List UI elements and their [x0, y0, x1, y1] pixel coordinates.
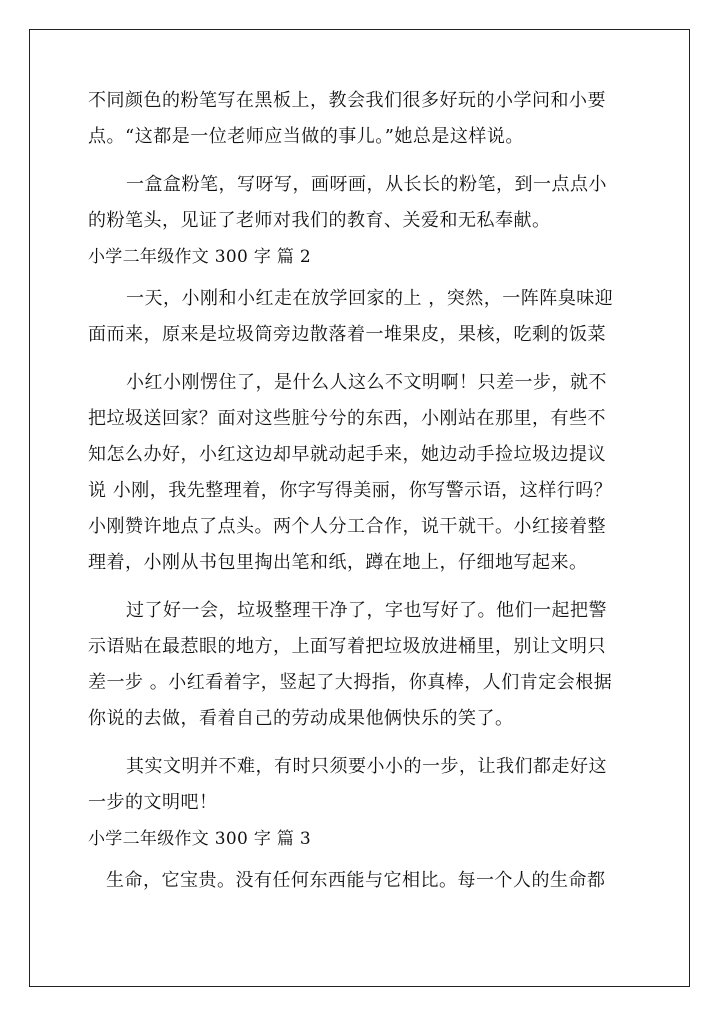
text-line: 示语贴在最惹眼的地方，上面写着把垃圾放进桶里，别让文明只	[88, 636, 606, 657]
paragraph-start: 一天，小刚和小红走在放学回家的上 ，突然，一阵阵臭味迎	[126, 288, 614, 309]
text-line: 面而来，原来是垃圾筒旁边散落着一堆果皮，果核，吃剩的饭菜	[88, 324, 606, 345]
paragraph-start: 生命，它宝贵。没有任何东西能与它相比。每一个人的生命都	[106, 870, 606, 891]
paragraph-start: 一盒盒粉笔，写呀写，画呀画，从长长的粉笔，到一点点小	[126, 174, 607, 195]
text-line: 你说的去做，看着自己的劳动成果他俩快乐的笑了。	[88, 708, 514, 729]
text-line: 点。“这都是一位老师应当做的事儿。”她总是这样说。	[88, 126, 524, 147]
section-heading: 小学二年级作文 300 字 篇 3	[88, 829, 311, 849]
text-line: 差一步 。小红看着字，竖起了大拇指，你真棒，人们肯定会根据	[88, 672, 613, 693]
text-line: 知怎么办好，小红这边却早就动起手来，她边动手捡垃圾边提议	[88, 444, 606, 465]
text-line: 说 小刚，我先整理着，你字写得美丽，你写警示语，这样行吗？	[88, 480, 613, 501]
paragraph-start: 过了好一会，垃圾整理干净了，字也写好了。他们一起把警	[126, 600, 607, 621]
text-line: 不同颜色的粉笔写在黑板上，教会我们很多好玩的小学问和小要	[88, 90, 606, 111]
paragraph-start: 小红小刚愣住了，是什么人这么不文明啊！只差一步，就不	[126, 372, 607, 393]
text-line: 一步的文明吧！	[88, 792, 218, 813]
text-line: 把垃圾送回家？面对这些脏兮兮的东西，小刚站在那里，有些不	[88, 408, 606, 429]
text-line: 的粉笔头，见证了老师对我们的教育、关爱和无私奉献。	[88, 210, 551, 231]
section-heading: 小学二年级作文 300 字 篇 2	[88, 247, 311, 267]
text-line: 小刚赞许地点了点头。两个人分工合作，说干就干。小红接着整	[88, 516, 606, 537]
paragraph-start: 其实文明并不难，有时只须要小小的一步，让我们都走好这	[126, 756, 607, 777]
text-line: 理着，小刚从书包里掏出笔和纸，蹲在地上，仔细地写起来。	[88, 552, 588, 573]
